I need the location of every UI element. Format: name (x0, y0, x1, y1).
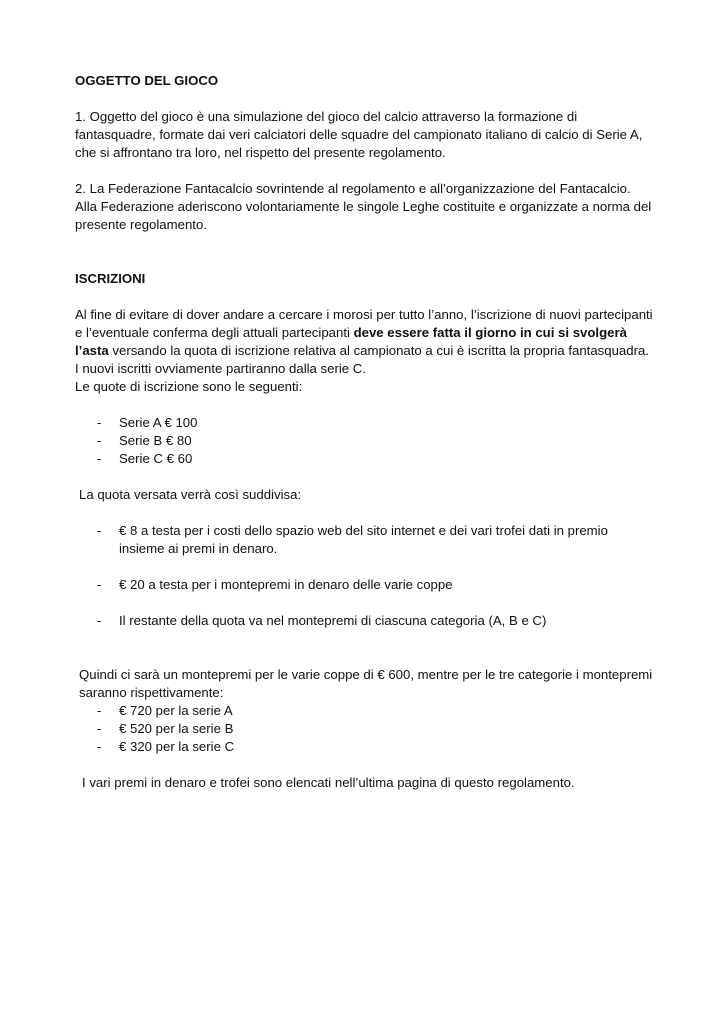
quote-list-intro: Le quote di iscrizione sono le seguenti: (75, 379, 303, 394)
section-title-iscrizioni: ISCRIZIONI (75, 271, 146, 286)
list-item (75, 522, 655, 558)
quote-item-text: Serie A € 100 (119, 415, 198, 430)
intro-text-bold: deve essere fatta il giorno in cui si svolgerà l’asta (75, 325, 627, 358)
list-item (75, 576, 655, 594)
dash-bullet: - (97, 703, 102, 718)
split-item-text: € 8 a testa per i costi dello spazio web del sito internet e dei vari trofei dati in premio insieme ai premi in denaro. (119, 523, 608, 556)
paragraph-oggetto-1: 1. Oggetto del gioco è una simulazione del gioco del calcio attraverso la formazione di fantasquadre, formate dai veri calciatori delle squadre del campionato italiano di calcio di Serie A, che si affrontano tra loro, nel rispetto del presente regolamento. (75, 109, 643, 160)
list-item (75, 702, 655, 720)
split-list-3 (75, 612, 655, 630)
list-item (75, 414, 655, 432)
list-item (75, 720, 655, 738)
split-item-text: € 20 a testa per i montepremi in denaro delle varie coppe (119, 577, 453, 592)
dash-bullet: - (97, 433, 102, 448)
quote-item-text: Serie B € 80 (119, 433, 192, 448)
split-list (75, 522, 655, 558)
prize-item-text: € 520 per la serie B (119, 721, 234, 736)
dash-bullet: - (97, 415, 102, 430)
dash-bullet: - (97, 451, 102, 466)
prize-list-intro: Quindi ci sarà un montepremi per le varie coppe di € 600, mentre per le tre categorie i montepremi saranno rispettivamente: (79, 667, 653, 700)
intro-text-after: versando la quota di iscrizione relativa al campionato a cui è iscritta la propria fantasquadra. I nuovi iscritti ovviamente partiranno dalla serie C. (75, 343, 649, 376)
dash-bullet: - (97, 577, 102, 592)
prize-item-text: € 720 per la serie A (119, 703, 233, 718)
dash-bullet: - (97, 523, 102, 538)
list-item (75, 738, 655, 756)
paragraph-oggetto-2: 2. La Federazione Fantacalcio sovrintende al regolamento e all’organizzazione del Fantacalcio. Alla Federazione aderiscono volontariamente le singole Leghe costituite e organizzate a norma del presente regolamento. (75, 181, 652, 232)
split-list-2 (75, 576, 655, 594)
closing-paragraph: I vari premi in denaro e trofei sono elencati nell’ultima pagina di questo regolamento. (82, 775, 575, 790)
dash-bullet: - (97, 613, 102, 628)
list-item (75, 612, 655, 630)
intro-text-before: Al fine di evitare di dover andare a cercare i morosi per tutto l’anno, l’iscrizione di nuovi partecipanti e l’eventuale conferma degli attuali partecipanti (75, 307, 653, 340)
prize-list (75, 702, 655, 756)
list-item (75, 432, 655, 450)
dash-bullet: - (97, 721, 102, 736)
section-title-oggetto: OGGETTO DEL GIOCO (75, 73, 219, 88)
list-item (75, 450, 655, 468)
split-list-intro: La quota versata verrà così suddivisa: (79, 487, 302, 502)
split-item-text: Il restante della quota va nel montepremi di ciascuna categoria (A, B e C) (119, 613, 547, 628)
quote-item-text: Serie C € 60 (119, 451, 193, 466)
dash-bullet: - (97, 739, 102, 754)
document-page (75, 72, 655, 792)
quote-list (75, 414, 655, 468)
paragraph-iscrizioni-intro (75, 306, 655, 378)
prize-item-text: € 320 per la serie C (119, 739, 235, 754)
